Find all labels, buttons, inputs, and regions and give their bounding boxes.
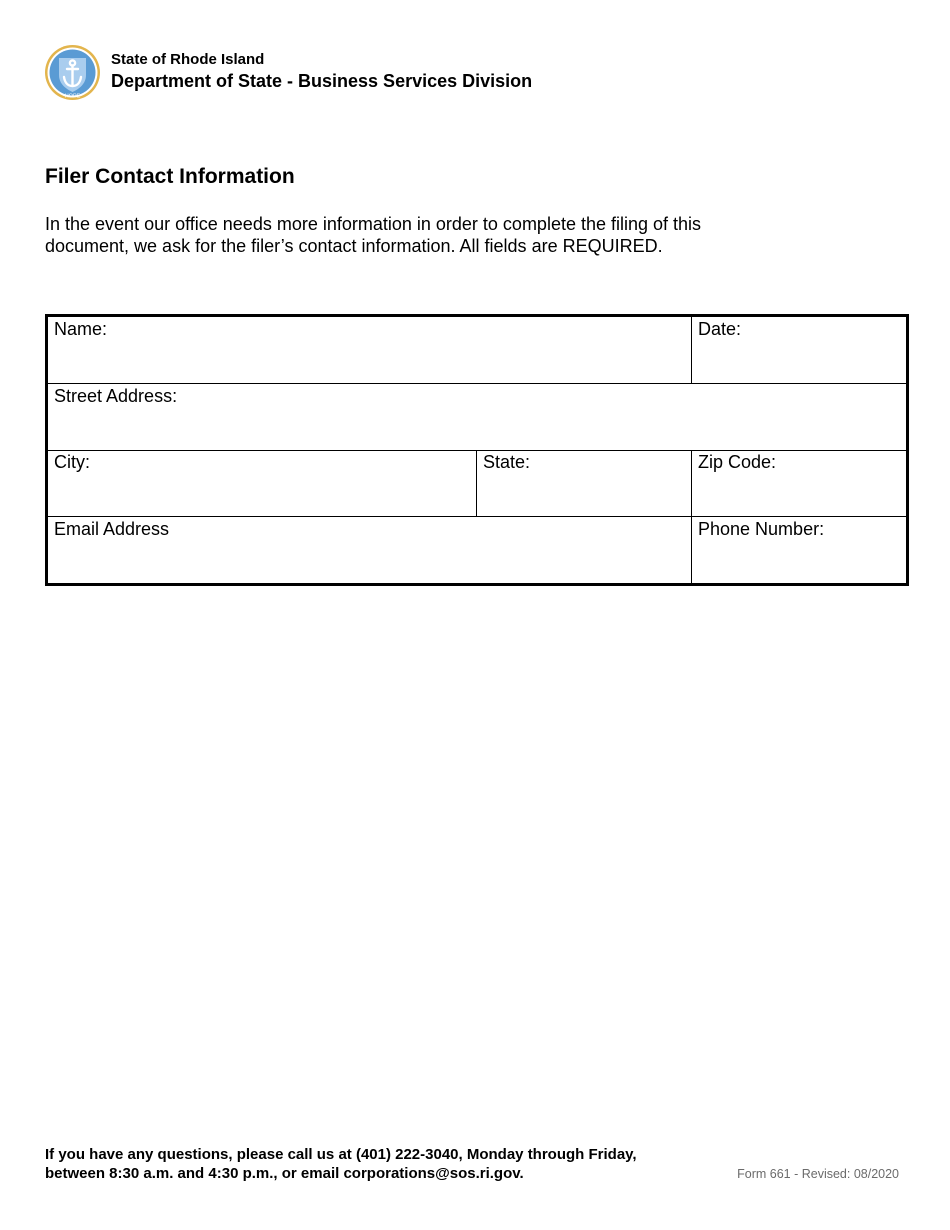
form-revision-label: Form 661 - Revised: 08/2020 <box>737 1167 899 1181</box>
intro-paragraph <box>45 213 765 257</box>
name-input[interactable] <box>54 356 686 380</box>
contact-help-note <box>45 1145 637 1183</box>
email-address-cell <box>48 517 692 583</box>
date-cell <box>692 317 906 384</box>
city-cell <box>48 450 477 517</box>
zip-code-label: Zip Code: <box>698 452 777 472</box>
street-address-input[interactable] <box>54 422 900 446</box>
section-title: Filer Contact Information <box>45 165 295 188</box>
name-label: Name: <box>54 319 108 339</box>
state-input[interactable] <box>483 489 686 513</box>
phone-number-label: Phone Number: <box>698 519 825 539</box>
row-divider <box>48 516 906 517</box>
state-cell <box>477 450 692 517</box>
column-divider <box>691 450 692 583</box>
seal-motto: HOPE <box>64 93 81 100</box>
zip-code-cell <box>692 450 906 517</box>
phone-number-input[interactable] <box>698 555 900 579</box>
state-seal-logo <box>44 44 101 101</box>
street-address-cell <box>48 384 906 450</box>
zip-code-input[interactable] <box>698 489 900 513</box>
date-label: Date: <box>698 319 742 339</box>
name-cell <box>48 317 692 384</box>
column-divider <box>476 450 477 517</box>
intro-line: In the event our office needs more information in order to complete the filing of this <box>45 214 702 234</box>
row-divider <box>48 450 906 451</box>
agency-department: Department of State - Business Services Division <box>111 71 533 91</box>
row-divider <box>48 383 906 384</box>
city-input[interactable] <box>54 489 471 513</box>
email-address-input[interactable] <box>54 555 686 579</box>
email-address-label: Email Address <box>54 519 170 539</box>
city-label: City: <box>54 452 90 472</box>
column-divider <box>691 317 692 384</box>
help-line: between 8:30 a.m. and 4:30 p.m., or email corporations@sos.ri.gov. <box>45 1165 524 1182</box>
state-label: State: <box>483 452 531 472</box>
phone-number-cell <box>692 517 906 583</box>
contact-form-table <box>45 314 909 586</box>
date-input[interactable] <box>698 356 900 380</box>
street-address-label: Street Address: <box>54 386 178 406</box>
agency-state: State of Rhode Island <box>111 51 265 68</box>
help-line: If you have any questions, please call us at (401) 222-3040, Monday through Friday, <box>45 1146 637 1163</box>
intro-line: document, we ask for the filer’s contact information. All fields are REQUIRED. <box>45 236 663 256</box>
